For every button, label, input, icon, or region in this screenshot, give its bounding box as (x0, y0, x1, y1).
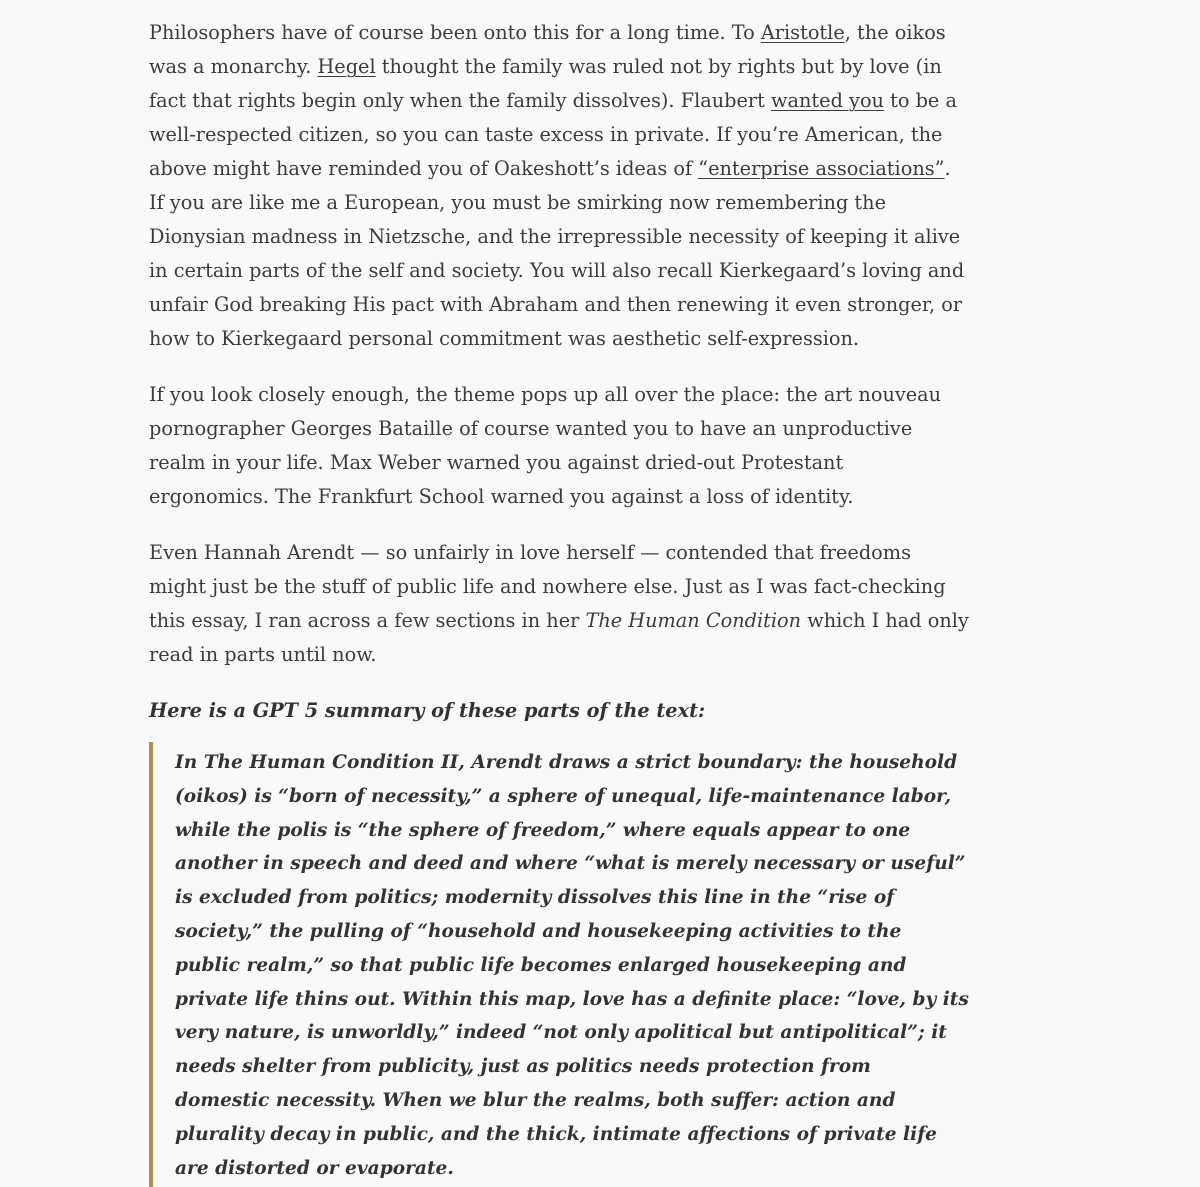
p1-text-3: thought the family was ruled not by rights but by love (in fact that rights begin only when the family dissolves). Flaubert (149, 55, 942, 112)
blockquote (149, 742, 969, 1187)
p1-text-2: , the oikos was a monarchy. (149, 21, 946, 78)
p1-text-4: to be a well-respected citizen, so you can taste excess in private. If you’re American, the above might have reminded you of Oakeshott’s ideas of (149, 89, 957, 180)
link-enterprise-associations[interactable]: “enterprise associations” (698, 157, 945, 180)
article-body (149, 16, 969, 1187)
paragraph-arendt (149, 536, 969, 672)
link-aristotle[interactable]: Aristotle (760, 21, 845, 44)
p3-text-1: Even Hannah Arendt — so unfairly in love herself — contended that freedoms might just be the stuff of public life and nowhere else. Just as I was fact-checking this essay, I ran across a few sections in her (149, 541, 946, 632)
paragraph-theme: If you look closely enough, the theme pops up all over the place: the art nouveau pornographer Georges Bataille of course wanted you to have an unproductive realm in your life. Max Weber warned you against dried-out Protestant ergonomics. The Frankfurt School warned you against a loss of identity. (149, 383, 942, 508)
paragraph-philosophers (149, 16, 969, 356)
blockquote-text: In The Human Condition II, Arendt draws a strict boundary: the household (oikos) is “born of necessity,” a sphere of unequal, life-maintenance labor, while the polis is “the sphere of freedom,” where equals appear to one another in speech and deed and where “what is merely necessary or useful” is excluded from politics; modernity dissolves this line in the “rise of society,” the pulling of “household and housekeeping activities to the public realm,” so that public life becomes enlarged housekeeping and private life thins out. Within this map, love has a definite place: “love, by its very nature, is unworldly,” indeed “not only apolitical but antipolitical”; it needs shelter from publicity, just as politics needs protection from domestic necessity. When we blur the realms, both suffer: action and plurality decay in public, and the thick, intimate affections of private life are distorted or evaporate. (175, 752, 969, 1179)
summary-lead: Here is a GPT 5 summary of these parts of the text: (149, 699, 706, 722)
p3-text-2: which I had only read in parts until now. (149, 609, 969, 666)
p1-text-5: . If you are like me a European, you must be smirking now remembering the Dionysian madness in Nietzsche, and the irrepressible necessity of keeping it alive in certain parts of the self and society. You will also recall Kierkegaard’s loving and unfair God breaking His pact with Abraham and then renewing it even stronger, or how to Kierkegaard personal commitment was aesthetic self-expression. (149, 157, 965, 350)
book-title: The Human Condition (585, 609, 802, 632)
link-hegel[interactable]: Hegel (317, 55, 376, 78)
p1-text-1: Philosophers have of course been onto this for a long time. To (149, 21, 761, 44)
link-wanted-you[interactable]: wanted you (771, 89, 884, 112)
